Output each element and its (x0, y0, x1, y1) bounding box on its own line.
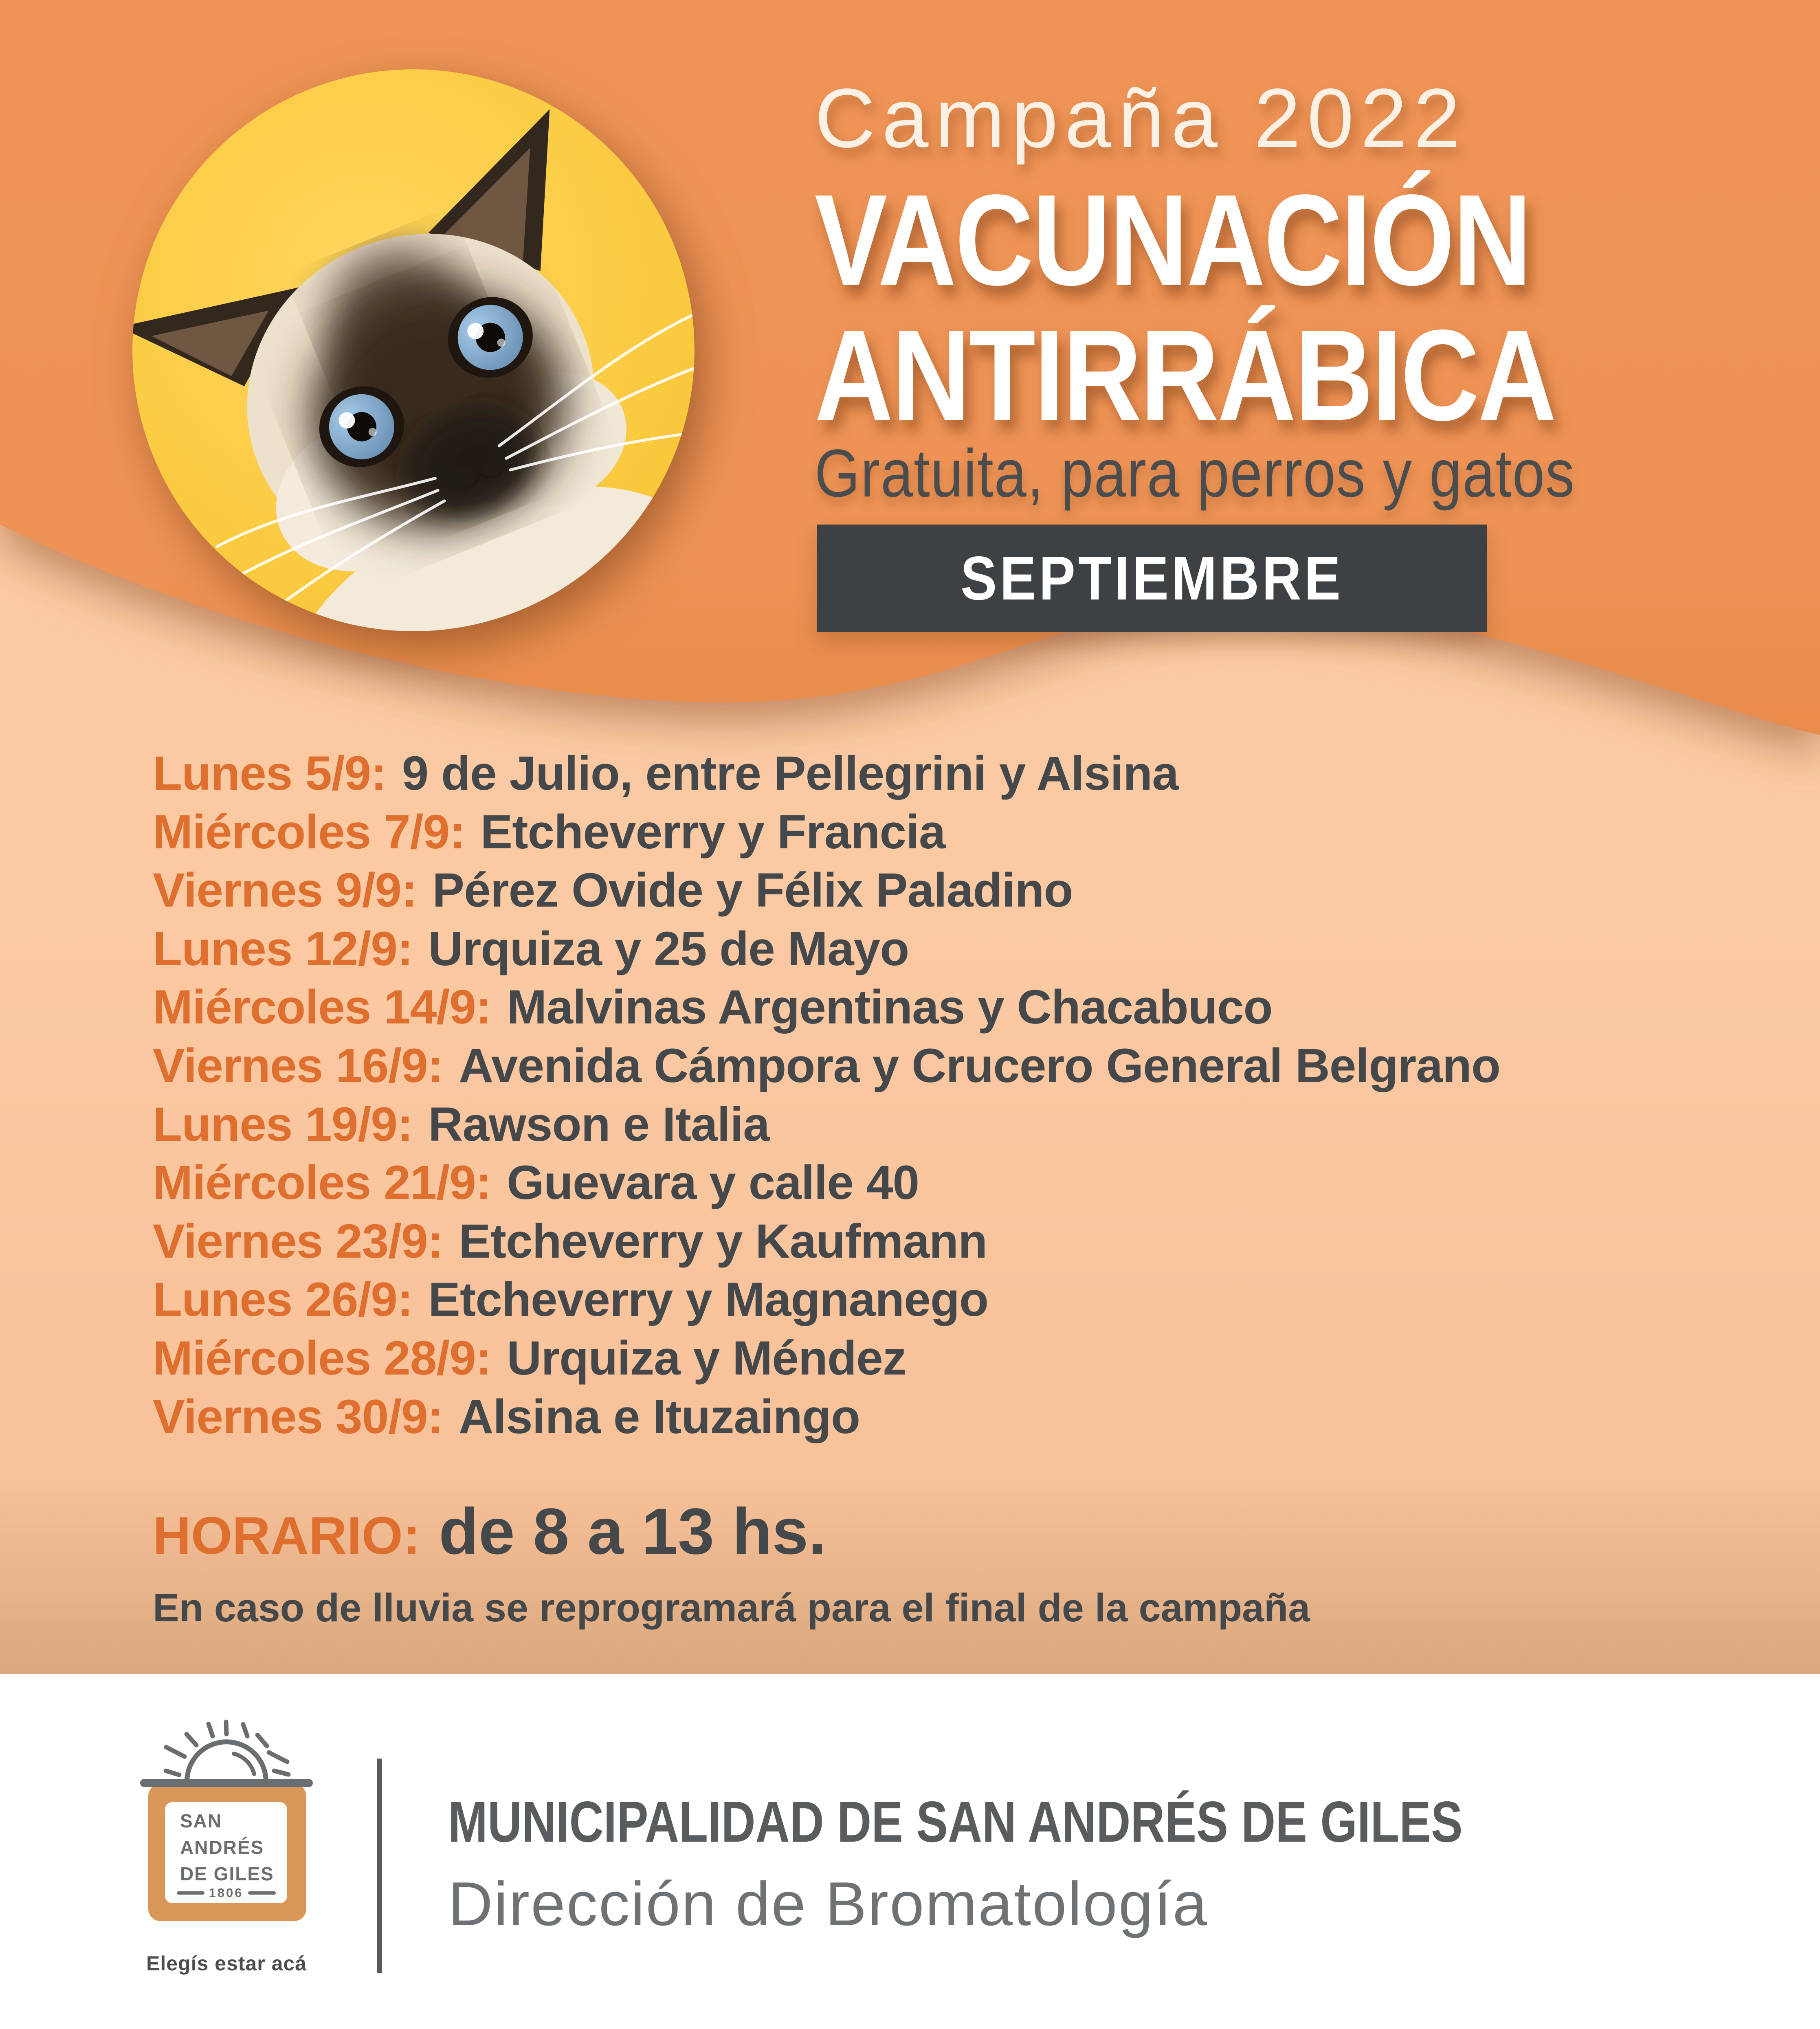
schedule-list (153, 744, 1500, 1446)
cat-photo (132, 69, 695, 631)
schedule-row (153, 861, 1500, 920)
schedule-location: Rawson e Italia (428, 1097, 769, 1151)
schedule-location: Avenida Cámpora y Crucero General Belgrano (458, 1039, 1500, 1093)
schedule-row (153, 1154, 1500, 1212)
municipality-logo (134, 1718, 319, 1962)
schedule-row (153, 920, 1500, 979)
title-line-2: ANTIRRÁBICA (815, 303, 1555, 448)
logo-line-3: DE GILES (180, 1863, 274, 1884)
schedule-row (153, 1096, 1500, 1154)
schedule-day: Lunes 5/9: (153, 747, 387, 800)
month-label: SEPTIEMBRE (961, 543, 1344, 613)
hours-value: de 8 a 13 hs. (439, 1495, 826, 1568)
schedule-day: Miércoles 28/9: (153, 1331, 492, 1385)
hours-label: HORARIO: (153, 1506, 421, 1565)
schedule-location: Etcheverry y Francia (480, 805, 945, 859)
schedule-row (153, 1329, 1500, 1388)
schedule-row (153, 1212, 1500, 1271)
title-line-1: VACUNACIÓN (815, 168, 1531, 312)
schedule-day: Viernes 23/9: (153, 1214, 443, 1268)
schedule-day: Viernes 30/9: (153, 1390, 443, 1444)
schedule-row (153, 1271, 1500, 1329)
department-name: Dirección de Bromatología (448, 1869, 1209, 1939)
schedule-day: Viernes 9/9: (153, 863, 417, 918)
logo-line-1: SAN (180, 1810, 222, 1831)
schedule-day: Viernes 16/9: (153, 1039, 443, 1093)
schedule-location: Urquiza y Méndez (507, 1331, 906, 1385)
poster-title (815, 168, 1696, 448)
schedule-day: Miércoles 14/9: (153, 980, 492, 1034)
schedule-day: Miércoles 7/9: (153, 805, 465, 859)
poster-subtitle: Gratuita, para perros y gatos (815, 436, 1576, 511)
schedule-location: Urquiza y 25 de Mayo (428, 922, 909, 976)
footer-divider (377, 1759, 382, 1973)
schedule-location: Guevara y calle 40 (507, 1156, 919, 1210)
schedule-location: Alsina e Ituzaingo (458, 1390, 860, 1444)
schedule-row (153, 1037, 1500, 1096)
jar-icon (140, 1779, 313, 1921)
sun-icon (166, 1722, 288, 1781)
schedule-day: Lunes 12/9: (153, 922, 413, 976)
logo-line-2: ANDRÉS (180, 1837, 264, 1858)
schedule-row (153, 978, 1500, 1037)
schedule-day: Lunes 26/9: (153, 1273, 413, 1327)
month-banner (817, 525, 1487, 632)
schedule-location: Etcheverry y Magnanego (428, 1273, 989, 1327)
logo-year: 1806 (209, 1886, 244, 1900)
schedule-location: Pérez Ovide y Félix Paladino (432, 863, 1073, 918)
campaign-year-label: Campaña 2022 (815, 71, 1467, 165)
municipality-name: MUNICIPALIDAD DE SAN ANDRÉS DE GILES (448, 1790, 1463, 1854)
schedule-day: Lunes 19/9: (153, 1097, 413, 1151)
hours-row (153, 1494, 826, 1569)
schedule-row (153, 1388, 1500, 1447)
schedule-location: 9 de Julio, entre Pellegrini y Alsina (402, 747, 1178, 800)
schedule-location: Malvinas Argentinas y Chacabuco (507, 980, 1273, 1034)
schedule-row (153, 803, 1500, 862)
logo-tagline: Elegís estar acá (146, 1952, 307, 1975)
schedule-day: Miércoles 21/9: (153, 1156, 492, 1210)
schedule-row (153, 744, 1500, 803)
schedule-location: Etcheverry y Kaufmann (458, 1214, 987, 1268)
rain-note: En caso de lluvia se reprogramará para el final de la campaña (153, 1585, 1310, 1630)
